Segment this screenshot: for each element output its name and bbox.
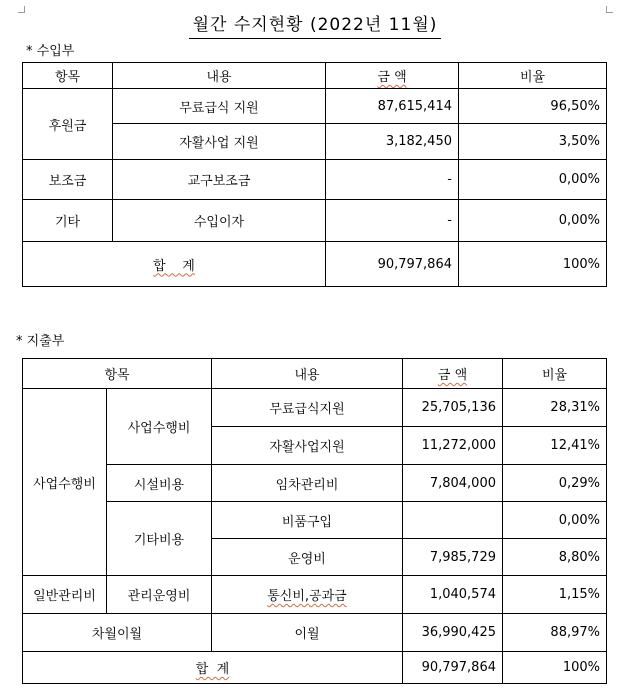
- expense-header-content: 내용: [212, 359, 403, 389]
- income-ratio: 0,00%: [459, 160, 607, 200]
- document-title-text: 월간 수지현황 (2022년 11월): [189, 10, 442, 39]
- expense-subcategory: 관리운영비: [107, 576, 212, 614]
- expense-amount: 11,272,000: [403, 427, 503, 465]
- income-content: 자활사업 지원: [113, 124, 326, 160]
- table-row: [23, 465, 607, 502]
- income-ratio: 3,50%: [459, 124, 607, 160]
- expense-content: 운영비: [212, 539, 403, 576]
- expense-subcategory: 사업수행비: [107, 389, 212, 465]
- expense-amount: 7,804,000: [403, 465, 503, 502]
- expense-amount: [403, 502, 503, 539]
- expense-ratio: 28,31%: [503, 389, 607, 427]
- expense-header-amount: 금 액: [403, 359, 503, 389]
- expense-content: 비품구입: [212, 502, 403, 539]
- expense-subcategory: 기타비용: [107, 502, 212, 576]
- income-ratio: 96,50%: [459, 89, 607, 124]
- income-total-ratio: 100%: [459, 242, 607, 287]
- expense-ratio: 1,15%: [503, 576, 607, 614]
- table-row: [23, 389, 607, 427]
- income-category: 기타: [23, 200, 113, 242]
- expense-amount: 25,705,136: [403, 389, 503, 427]
- expense-total-label: 합 계: [23, 652, 403, 684]
- expense-content: 통신비,공과금: [212, 576, 403, 614]
- income-amount: 87,615,414: [326, 89, 459, 124]
- income-total-row: [23, 242, 607, 287]
- expense-header-row: [23, 359, 607, 389]
- income-content: 수입이자: [113, 200, 326, 242]
- expense-ratio: 12,41%: [503, 427, 607, 465]
- income-total-label: 합 계: [23, 242, 326, 287]
- income-content: 교구보조금: [113, 160, 326, 200]
- income-category: 보조금: [23, 160, 113, 200]
- expense-content: 임차관리비: [212, 465, 403, 502]
- table-row: [23, 502, 607, 539]
- table-row: [23, 160, 607, 200]
- expense-table: [22, 358, 607, 684]
- expense-header-item: 항목: [23, 359, 212, 389]
- income-table: [22, 62, 607, 287]
- expense-total-amount: 90,797,864: [403, 652, 503, 684]
- income-category: 후원금: [23, 89, 113, 160]
- expense-total-row: [23, 652, 607, 684]
- expense-ratio: 0,29%: [503, 465, 607, 502]
- income-header-row: [23, 63, 607, 89]
- income-header-ratio: 비율: [459, 63, 607, 89]
- expense-section-label: * 지출부: [16, 334, 65, 349]
- expense-amount: 1,040,574: [403, 576, 503, 614]
- expense-ratio: 0,00%: [503, 502, 607, 539]
- expense-header-ratio: 비율: [503, 359, 607, 389]
- expense-ratio: 8,80%: [503, 539, 607, 576]
- table-row: [23, 576, 607, 614]
- expense-content: 자활사업지원: [212, 427, 403, 465]
- income-amount: -: [326, 160, 459, 200]
- expense-content: 무료급식지원: [212, 389, 403, 427]
- expense-subcategory: 시설비용: [107, 465, 212, 502]
- income-amount: 3,182,450: [326, 124, 459, 160]
- carryover-label: 차월이월: [23, 614, 212, 652]
- income-ratio: 0,00%: [459, 200, 607, 242]
- document-title: [0, 10, 630, 39]
- income-content: 무료급식 지원: [113, 89, 326, 124]
- carryover-amount: 36,990,425: [403, 614, 503, 652]
- income-header-amount: 금 액: [326, 63, 459, 89]
- income-amount: -: [326, 200, 459, 242]
- carryover-content: 이월: [212, 614, 403, 652]
- table-row: [23, 89, 607, 124]
- table-row: [23, 200, 607, 242]
- expense-total-ratio: 100%: [503, 652, 607, 684]
- expense-category: 사업수행비: [23, 389, 107, 576]
- expense-amount: 7,985,729: [403, 539, 503, 576]
- expense-category: 일반관리비: [23, 576, 107, 614]
- income-header-content: 내용: [113, 63, 326, 89]
- income-section-label: * 수입부: [26, 44, 75, 59]
- income-total-amount: 90,797,864: [326, 242, 459, 287]
- carryover-row: [23, 614, 607, 652]
- income-header-item: 항목: [23, 63, 113, 89]
- carryover-ratio: 88,97%: [503, 614, 607, 652]
